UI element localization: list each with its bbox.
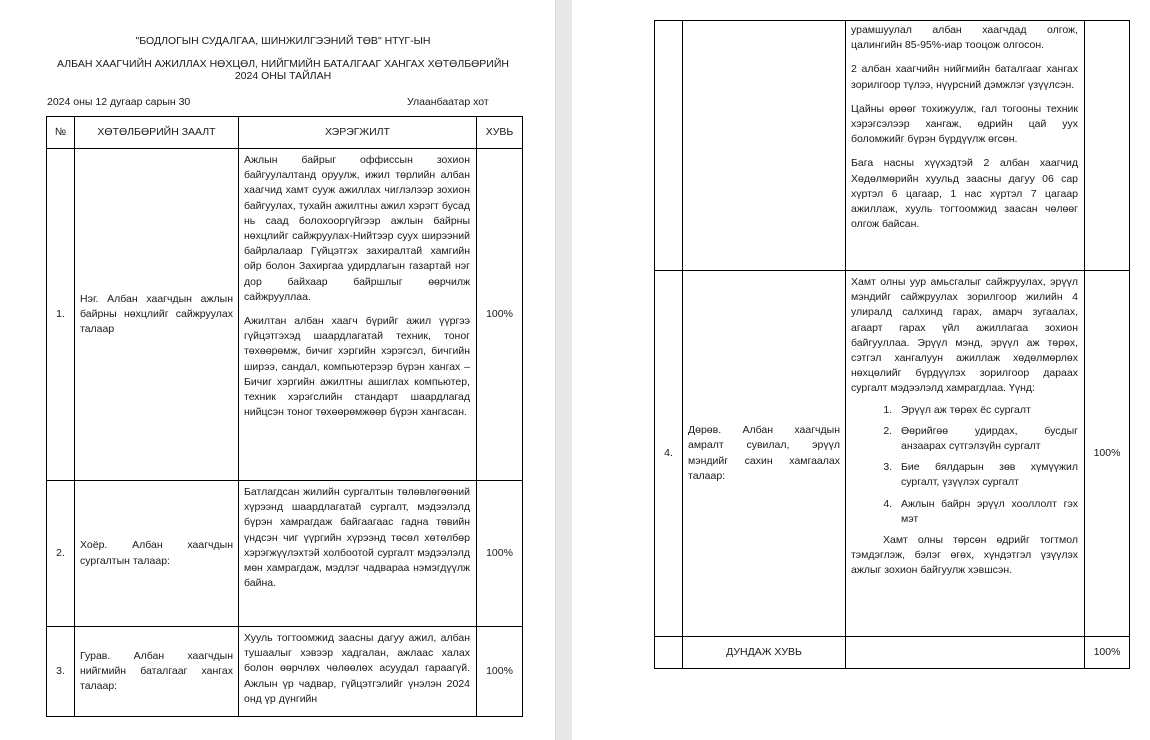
activity-closing: Хамт олны төрсөн өдрийг тогтмол тэмдэглэж, бэлэг өгөх, хүндэтгэл үзүүлэх ажлыг зохион байгуулж хэвшсэн. [851, 534, 1078, 577]
document-page-2 [572, 0, 1150, 740]
activity-paragraph: Ажилтан албан хаагч бүрийг ажил үүргээ гүйцэтгэхэд шаардлагатай техник, тоног төхөөрөмж, бичиг хэргийн хэрэгсэл, бичгийн ширээ, сандал, компьютерээр бүрэн хангах –Бичиг хэргийн ажилтны ашиглах компьютер, техник хэрэгслийн стандарт шаардлагад нийцсэн тоног төхөөрөмжөөр бүрэн хангасан. [244, 315, 470, 419]
activity-cell [846, 21, 1085, 271]
report-date: 2024 оны 12 дугаар сарын 30 [47, 96, 191, 108]
row-number: 2. [47, 481, 75, 627]
percent-cell-empty [1085, 21, 1130, 271]
table-row [47, 481, 523, 627]
activity-cell [846, 271, 1085, 637]
list-item: 1. Эрүүл аж төрөх ёс сургалт [895, 403, 1078, 418]
training-list [851, 403, 1078, 527]
row-number: 4. [655, 271, 683, 637]
percent-cell: 100% [477, 149, 523, 481]
report-table-page-2 [654, 20, 1130, 669]
program-clause: Гурав. Албан хаагчдын нийгмийн баталгааг хангах талаар: [75, 627, 239, 717]
list-item: 3. Бие бялдарын зөв хүмүүжил сургалт, үзүүлэх сургалт [895, 460, 1078, 490]
program-clause: Дөрөв. Албан хаагчдын амралт сувилал, эрүүл мэндийг сахин хамгаалах талаар: [683, 271, 846, 637]
percent-cell: 100% [477, 481, 523, 627]
list-item: 2. Өөрийгөө удирдах, бусдыг анзаарах сүтгэлзүйн сургалт [895, 424, 1078, 454]
activity-paragraph: урамшуулал албан хаагчдад олгож, цалингийн 85-95%-иар тооцож олгосон. [851, 24, 1078, 52]
activity-paragraph: Цайны өрөөг тохижуулж, гал тогооны техник хэрэгсэлээр хангаж, өдрийн цай уух боломжийг бүрэн бүрдүүлж өгсөн. [851, 102, 1078, 146]
header-percent: ХУВЬ [477, 117, 523, 149]
report-table-page-1 [46, 116, 523, 717]
activity-intro: Хамт олны уур амьсгалыг сайжруулах, эрүүл мэндийг сайжруулах зорилгоор жилийн 4 улиралд салхинд гарах, амарч зугаалах, агаарт гарах үйл ажиллагаа зохион байгууллаа. Эрүүл мэнд, эрүүл аж төрөх, сэтгэл хангалуун ажиллаж хөдөлмөрлөх нөхцөлийг бүрдүүлэх зорилгоор дараах сургалт мэдээлэлд хамрагдлаа. Үүнд: [851, 276, 1078, 395]
average-row [655, 637, 1130, 669]
activity-cell [239, 149, 477, 481]
table-header-row [47, 117, 523, 149]
activity-empty [846, 637, 1085, 669]
program-clause: Нэг. Албан хаагчдын ажлын байрны нөхцлийг сайжруулах талаар [75, 149, 239, 481]
organization-name: "БОДЛОГЫН СУДАЛГАА, ШИНЖИЛГЭЭНИЙ ТӨВ" НТҮГ-ЫН [135, 35, 431, 47]
activity-cell [239, 627, 477, 717]
activity-paragraph: Бага насны хүүхэдтэй 2 албан хаагчид Хөдөлмөрийн хуульд заасны дагуу 06 сар хүртэл 6 цагаар, 1 нас хүртэл 7 цагаар ажиллаж, хууль тогтоомжид заасан чөлөөг олгож байсан. [851, 157, 1078, 231]
program-clause-empty [683, 21, 846, 271]
program-clause: Хоёр. Албан хаагчдын сургалтын талаар: [75, 481, 239, 627]
table-row-continued [655, 21, 1130, 271]
table-row [47, 149, 523, 481]
row-number-empty [655, 637, 683, 669]
average-label: ДУНДАЖ ХУВЬ [683, 637, 846, 669]
activity-paragraph: Ажлын байрыг оффиссын зохион байгуулалтанд оруулж, ижил төрлийн албан хаагчид хамт сууж ажиллах чиглэлээр зохион байгуулах, тухайн ажилтны ажил хэрэгт бусад нь саад болохооргүйгээр ажлын байрны нөхцлийг сайжруулах-Нийтээр суух ширээний байрлалаар Гүйцэтгэх захиралтай хамгийн ойр болон Захиргаа удирдлагын газартай нэг дор байхаар байршлыг өөрчилж сайжрууллаа. [244, 154, 470, 303]
activity-paragraph: Батлагдсан жилийн сургалтын төлөвлөгөөний хүрээнд шаардлагатай сургалт, мэдээлэлд бүрэн хамрагдаж байгаагаас гадна төвийн үндсэн чиг үүргийн хүрээнд төсөл хөтөлбөр хэрэгжүүлэхтэй холбоотой сургалт мэдээлэлд мөн хамрагдаж, мэдлэг чадвараа нэмэгдүүлж байна. [244, 486, 470, 590]
header-activity: ХЭРЭГЖИЛТ [239, 117, 477, 149]
table-row [655, 271, 1130, 637]
average-percent: 100% [1085, 637, 1130, 669]
percent-cell: 100% [477, 627, 523, 717]
table-row [47, 627, 523, 717]
row-number-empty [655, 21, 683, 271]
activity-paragraph: Хууль тогтоомжид заасны дагуу ажил, албан тушаалыг хэвээр хадгалан, ажлаас халах болон өөрчлөх чөлөөлөх асуудал гараагүй. Ажлын үр чадвар, гүйцэтгэлийг үнэлэн 2024 онд үр дүнгийн [244, 632, 470, 705]
row-number: 1. [47, 149, 75, 481]
percent-cell: 100% [1085, 271, 1130, 637]
page-gap [555, 0, 573, 740]
header-num: № [47, 117, 75, 149]
activity-cell [239, 481, 477, 627]
report-title: АЛБАН ХААГЧИЙН АЖИЛЛАХ НӨХЦӨЛ, НИЙГМИЙН БАТАЛГААГ ХАНГАХ ХӨТӨЛБӨРИЙН 2024 ОНЫ ТАЙЛАН [57, 58, 509, 82]
list-item: 4. Ажлын байрн эрүүл хооллолт гэх мэт [895, 497, 1078, 527]
header-program: ХӨТӨЛБӨРИЙН ЗААЛТ [75, 117, 239, 149]
row-number: 3. [47, 627, 75, 717]
activity-paragraph: 2 албан хаагчийн нийгмийн баталгааг хангах зорилгоор түлээ, нүүрсний дэмжлэг үзүүлсэн. [851, 63, 1078, 91]
document-page-1 [0, 0, 555, 740]
report-city: Улаанбаатар хот [407, 96, 489, 108]
